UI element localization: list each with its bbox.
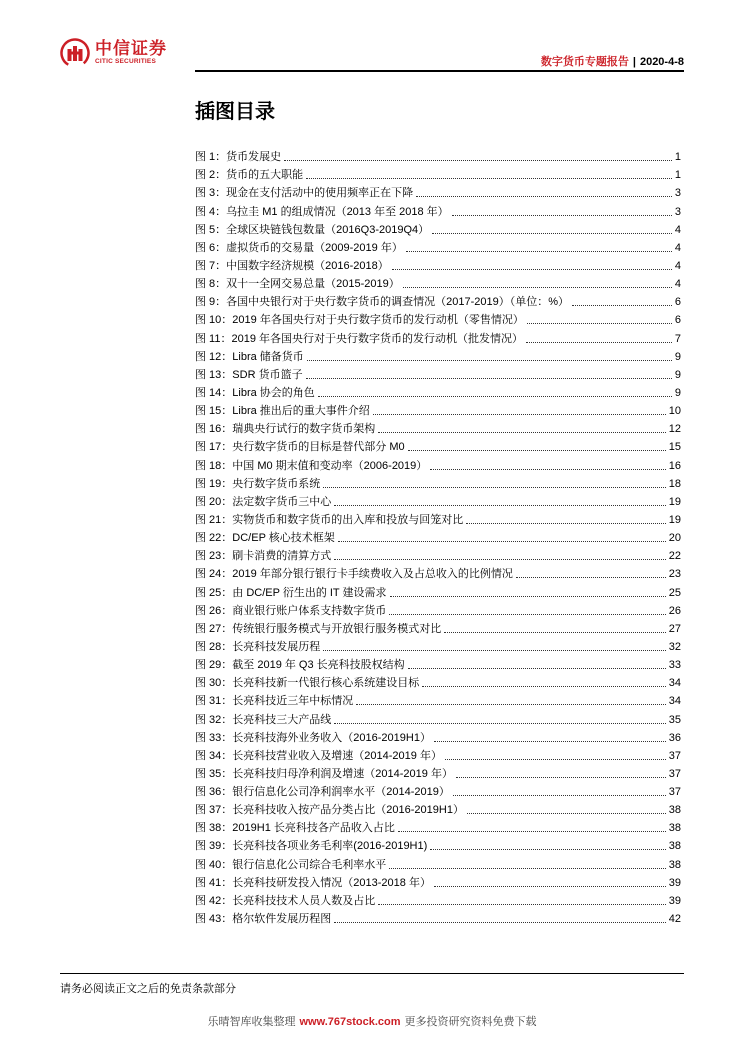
figure-index-list: [195, 146, 681, 926]
toc-dot-leader: [434, 886, 666, 887]
toc-entry-page: 3: [674, 187, 681, 200]
watermark-left: 乐晴智库收集整理: [207, 1016, 296, 1028]
toc-entry[interactable]: [195, 255, 681, 273]
watermark-url[interactable]: www.767stock.com: [299, 1016, 401, 1028]
toc-entry-page: 37: [668, 786, 681, 799]
toc-entry-page: 39: [668, 894, 681, 907]
toc-entry-page: 10: [668, 405, 681, 418]
toc-entry-label: 图 8：双十一全网交易总量（2015-2019）: [195, 278, 400, 291]
toc-entry[interactable]: [195, 527, 681, 545]
toc-entry[interactable]: [195, 890, 681, 908]
toc-entry-label: 图 6：虚拟货币的交易量（2009-2019 年）: [195, 241, 403, 254]
toc-entry-page: 4: [674, 259, 681, 272]
toc-entry-page: 26: [668, 604, 681, 617]
toc-entry[interactable]: [195, 872, 681, 890]
toc-entry[interactable]: [195, 727, 681, 745]
toc-dot-leader: [392, 269, 672, 270]
toc-entry-label: 图 38：2019H1 长亮科技各产品收入占比: [195, 822, 395, 835]
toc-entry-page: 4: [674, 278, 681, 291]
toc-entry-page: 37: [668, 749, 681, 762]
toc-entry-label: 图 27：传统银行服务模式与开放银行服务模式对比: [195, 622, 442, 635]
toc-entry[interactable]: [195, 382, 681, 400]
toc-dot-leader: [456, 777, 666, 778]
toc-entry-label: 图 2：货币的五大职能: [195, 169, 304, 182]
toc-entry-label: 图 24：2019 年部分银行银行卡手续费收入及占总收入的比例情况: [195, 568, 513, 581]
toc-entry[interactable]: [195, 219, 681, 237]
toc-entry[interactable]: [195, 563, 681, 581]
toc-entry[interactable]: [195, 708, 681, 726]
toc-entry[interactable]: [195, 364, 681, 382]
toc-entry[interactable]: [195, 436, 681, 454]
toc-entry[interactable]: [195, 835, 681, 853]
toc-entry[interactable]: [195, 745, 681, 763]
toc-dot-leader: [306, 378, 672, 379]
toc-entry[interactable]: [195, 908, 681, 926]
toc-entry[interactable]: [195, 418, 681, 436]
toc-entry-label: 图 3：现金在支付活动中的使用频率正在下降: [195, 187, 414, 200]
toc-entry-label: 图 19：央行数字货币系统: [195, 477, 321, 490]
toc-dot-leader: [516, 577, 666, 578]
toc-entry-page: 7: [674, 332, 681, 345]
toc-entry-label: 图 40：银行信息化公司综合毛利率水平: [195, 858, 387, 871]
disclaimer-text: 请务必阅读正文之后的免责条款部分: [60, 983, 236, 995]
toc-dot-leader: [356, 704, 665, 705]
toc-entry[interactable]: [195, 817, 681, 835]
toc-dot-leader: [306, 178, 672, 179]
toc-entry[interactable]: [195, 327, 681, 345]
toc-entry-label: 图 25：由 DC/EP 衍生出的 IT 建设需求: [195, 586, 387, 599]
toc-entry[interactable]: [195, 509, 681, 527]
toc-dot-leader: [406, 251, 672, 252]
toc-dot-leader: [445, 759, 666, 760]
toc-dot-leader: [526, 342, 672, 343]
toc-dot-leader: [572, 305, 672, 306]
toc-entry[interactable]: [195, 763, 681, 781]
toc-entry-label: 图 10：2019 年各国央行对于央行数字货币的发行动机（零售情况）: [195, 314, 524, 327]
toc-entry-page: 1: [674, 151, 681, 164]
toc-entry[interactable]: [195, 400, 681, 418]
toc-entry-page: 38: [668, 822, 681, 835]
toc-entry-label: 图 31：长亮科技近三年中标情况: [195, 695, 354, 708]
toc-dot-leader: [323, 650, 665, 651]
toc-dot-leader: [307, 360, 672, 361]
header-divider: [195, 70, 684, 72]
toc-dot-leader: [378, 432, 665, 433]
toc-dot-leader: [338, 541, 666, 542]
toc-entry[interactable]: [195, 581, 681, 599]
toc-entry-label: 图 16：瑞典央行试行的数字货币架构: [195, 423, 376, 436]
toc-entry-page: 12: [668, 423, 681, 436]
toc-entry-label: 图 43：格尔软件发展历程图: [195, 913, 332, 926]
toc-entry-page: 32: [668, 640, 681, 653]
toc-entry[interactable]: [195, 200, 681, 218]
toc-entry-label: 图 42：长亮科技技术人员人数及占比: [195, 894, 376, 907]
toc-entry[interactable]: [195, 781, 681, 799]
toc-entry-label: 图 33：长亮科技海外业务收入（2016-2019H1）: [195, 731, 431, 744]
toc-entry-label: 图 23：刷卡消费的清算方式: [195, 550, 332, 563]
toc-entry[interactable]: [195, 346, 681, 364]
toc-dot-leader: [408, 450, 666, 451]
toc-entry-page: 6: [674, 314, 681, 327]
toc-dot-leader: [527, 323, 672, 324]
toc-entry-label: 图 7：中国数字经济规模（2016-2018）: [195, 259, 389, 272]
toc-dot-leader: [390, 596, 666, 597]
toc-entry-page: 37: [668, 767, 681, 780]
watermark-right: 更多投资研究资料免费下载: [404, 1016, 537, 1028]
toc-entry-page: 25: [668, 586, 681, 599]
toc-entry-label: 图 15：Libra 推出后的重大事件介绍: [195, 405, 370, 418]
toc-entry[interactable]: [195, 146, 681, 164]
logo-name-en: CITIC SECURITIES: [95, 58, 156, 66]
toc-dot-leader: [398, 831, 666, 832]
toc-entry[interactable]: [195, 182, 681, 200]
toc-entry[interactable]: [195, 491, 681, 509]
toc-entry[interactable]: [195, 654, 681, 672]
toc-dot-leader: [334, 559, 665, 560]
toc-entry-page: 18: [668, 477, 681, 490]
toc-entry-label: 图 14：Libra 协会的角色: [195, 386, 315, 399]
toc-entry-page: 1: [674, 169, 681, 182]
toc-entry-label: 图 34：长亮科技营业收入及增速（2014-2019 年）: [195, 749, 442, 762]
toc-entry-label: 图 37：长亮科技收入按产品分类占比（2016-2019H1）: [195, 804, 464, 817]
toc-entry[interactable]: [195, 690, 681, 708]
toc-entry-page: 38: [668, 804, 681, 817]
footer-divider: [60, 973, 684, 974]
citic-logo: [60, 38, 167, 68]
toc-dot-leader: [466, 523, 665, 524]
toc-entry-label: 图 1：货币发展史: [195, 151, 282, 164]
toc-entry-label: 图 32：长亮科技三大产品线: [195, 713, 332, 726]
toc-dot-leader: [284, 160, 672, 161]
toc-dot-leader: [467, 813, 666, 814]
toc-dot-leader: [434, 741, 666, 742]
toc-entry-label: 图 21：实物货币和数字货币的出入库和投放与回笼对比: [195, 513, 464, 526]
toc-entry-page: 23: [668, 568, 681, 581]
toc-entry[interactable]: [195, 273, 681, 291]
toc-entry-label: 图 9：各国中央银行对于央行数字货币的调查情况（2017-2019）（单位：%）: [195, 296, 570, 309]
toc-entry[interactable]: [195, 600, 681, 618]
toc-entry-page: 27: [668, 622, 681, 635]
toc-dot-leader: [334, 505, 665, 506]
toc-dot-leader: [389, 868, 665, 869]
toc-entry-label: 图 28：长亮科技发展历程: [195, 640, 321, 653]
toc-dot-leader: [430, 849, 665, 850]
toc-dot-leader: [416, 196, 672, 197]
toc-entry-label: 图 29：截至 2019 年 Q3 长亮科技股权结构: [195, 659, 405, 672]
toc-entry-page: 9: [674, 350, 681, 363]
toc-entry-label: 图 13：SDR 货币篮子: [195, 368, 303, 381]
toc-entry-label: 图 22：DC/EP 核心技术框架: [195, 532, 335, 545]
toc-entry-page: 16: [668, 459, 681, 472]
toc-entry-page: 38: [668, 858, 681, 871]
toc-dot-leader: [422, 686, 665, 687]
toc-entry-label: 图 12：Libra 储备货币: [195, 350, 304, 363]
toc-entry-page: 9: [674, 386, 681, 399]
toc-dot-leader: [389, 614, 665, 615]
toc-entry-page: 33: [668, 659, 681, 672]
toc-entry[interactable]: [195, 164, 681, 182]
toc-entry-page: 20: [668, 532, 681, 545]
toc-entry[interactable]: [195, 672, 681, 690]
toc-entry[interactable]: [195, 237, 681, 255]
toc-entry-label: 图 11：2019 年各国央行对于央行数字货币的发行动机（批发情况）: [195, 332, 523, 345]
toc-dot-leader: [378, 904, 665, 905]
toc-dot-leader: [318, 396, 672, 397]
toc-entry-page: 4: [674, 223, 681, 236]
report-name: 数字货币专题报告: [540, 56, 629, 68]
toc-entry-label: 图 4：乌拉圭 M1 的组成情况（2013 年至 2018 年）: [195, 205, 449, 218]
toc-entry-page: 35: [668, 713, 681, 726]
toc-entry-page: 6: [674, 296, 681, 309]
toc-entry-label: 图 5：全球区块链钱包数量（2016Q3-2019Q4）: [195, 223, 430, 236]
watermark: [0, 1013, 744, 1029]
toc-dot-leader: [452, 215, 672, 216]
toc-entry[interactable]: [195, 291, 681, 309]
toc-entry-page: 38: [668, 840, 681, 853]
toc-entry-page: 22: [668, 550, 681, 563]
toc-entry-label: 图 36：银行信息化公司净利润率水平（2014-2019）: [195, 786, 450, 799]
toc-entry-page: 15: [668, 441, 681, 454]
citic-logo-icon: [60, 38, 90, 68]
toc-entry[interactable]: [195, 618, 681, 636]
toc-entry-page: 19: [668, 513, 681, 526]
toc-entry-page: 19: [668, 495, 681, 508]
toc-entry-label: 图 30：长亮科技新一代银行核心系统建设目标: [195, 677, 420, 690]
toc-dot-leader: [430, 469, 665, 470]
toc-entry-page: 34: [668, 677, 681, 690]
toc-dot-leader: [453, 795, 666, 796]
toc-dot-leader: [334, 922, 665, 923]
toc-entry-label: 图 39：长亮科技各项业务毛利率(2016-2019H1): [195, 840, 428, 853]
header-separator: |: [632, 56, 636, 68]
toc-entry-page: 4: [674, 241, 681, 254]
toc-entry[interactable]: [195, 799, 681, 817]
toc-entry-label: 图 41：长亮科技研发投入情况（2013-2018 年）: [195, 876, 431, 889]
toc-entry[interactable]: [195, 853, 681, 871]
toc-dot-leader: [323, 487, 665, 488]
toc-dot-leader: [408, 668, 666, 669]
toc-entry[interactable]: [195, 473, 681, 491]
toc-entry[interactable]: [195, 454, 681, 472]
toc-entry-page: 34: [668, 695, 681, 708]
report-date: 2020-4-8: [639, 56, 684, 68]
toc-entry-page: 36: [668, 731, 681, 744]
page-title: 插图目录: [195, 101, 275, 123]
toc-entry[interactable]: [195, 636, 681, 654]
toc-entry-page: 39: [668, 876, 681, 889]
logo-name-cn: 中信证券: [95, 39, 167, 59]
toc-entry[interactable]: [195, 545, 681, 563]
toc-entry-page: 9: [674, 368, 681, 381]
toc-dot-leader: [334, 723, 665, 724]
report-meta: [541, 53, 684, 69]
toc-entry-label: 图 26：商业银行账户体系支持数字货币: [195, 604, 387, 617]
toc-dot-leader: [373, 414, 666, 415]
toc-entry[interactable]: [195, 309, 681, 327]
toc-entry-label: 图 20：法定数字货币三中心: [195, 495, 332, 508]
toc-dot-leader: [444, 632, 665, 633]
toc-entry-page: 3: [674, 205, 681, 218]
toc-entry-page: 42: [668, 913, 681, 926]
toc-dot-leader: [432, 233, 672, 234]
toc-entry-label: 图 18：中国 M0 期末值和变动率（2006-2019）: [195, 459, 428, 472]
toc-dot-leader: [403, 287, 672, 288]
toc-entry-label: 图 35：长亮科技归母净利润及增速（2014-2019 年）: [195, 767, 453, 780]
toc-entry-label: 图 17：央行数字货币的目标是替代部分 M0: [195, 441, 405, 454]
